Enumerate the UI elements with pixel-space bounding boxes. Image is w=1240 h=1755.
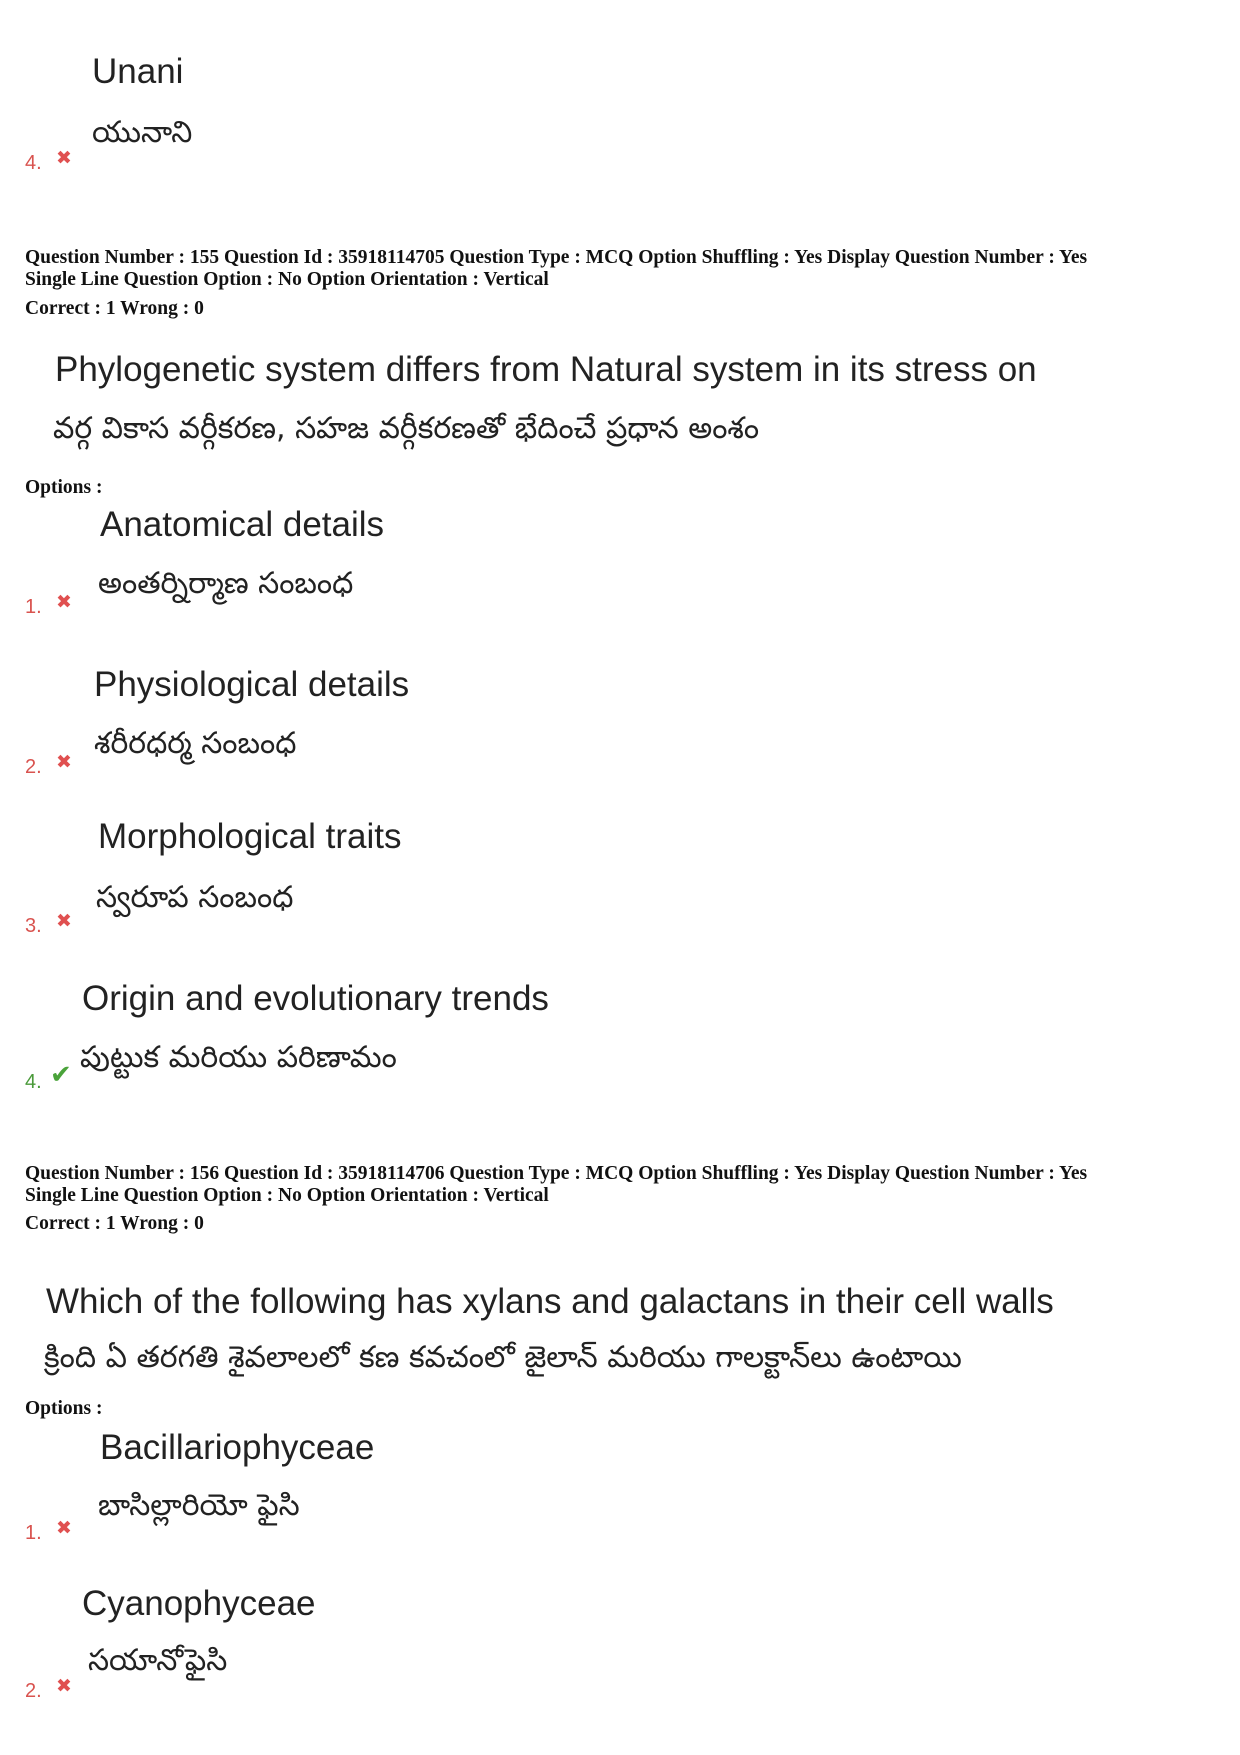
option-telugu: అంతర్నిర్మాణ సంబంధ [98, 566, 354, 601]
option-telugu: సయానోఫైసి [88, 1643, 228, 1678]
cross-icon: ✖ [56, 751, 72, 773]
option-telugu: శరీరధర్మ సంబంధ [94, 726, 297, 761]
option-english: Bacillariophyceae [100, 1428, 375, 1467]
option-english: Physiological details [94, 665, 410, 704]
question-text-telugu: వర్గ వికాస వర్గీకరణ, సహజ వర్గీకరణతో భేదించే ప్రధాన అంశం [53, 411, 760, 446]
cross-icon: ✖ [56, 910, 72, 932]
question-meta-line2: Single Line Question Option : No Option Orientation : Vertical [25, 1185, 549, 1206]
prev-option-english: Unani [92, 52, 184, 91]
question-score-line: Correct : 1 Wrong : 0 [25, 298, 204, 319]
option-telugu: స్వరూప సంబంధ [96, 880, 294, 915]
prev-option-number: 4. [25, 152, 42, 174]
cross-icon: ✖ [56, 147, 72, 169]
question-text-telugu: క్రింది ఏ తరగతి శైవలాలలో కణ కవచంలో జైలాన్ మరియు గాలక్టాన్‌లు ఉంటాయి [44, 1340, 962, 1375]
option-number: 3. [25, 915, 42, 937]
option-telugu: బాసిల్లారియో ఫైసి [98, 1488, 300, 1523]
option-telugu: పుట్టుక మరియు పరిణామం [80, 1040, 397, 1075]
options-label: Options : [25, 1398, 103, 1419]
option-english: Cyanophyceae [82, 1584, 316, 1623]
option-number: 4. [25, 1071, 42, 1093]
cross-icon: ✖ [56, 1675, 72, 1697]
cross-icon: ✖ [56, 1517, 72, 1539]
question-text-english: Which of the following has xylans and galactans in their cell walls [46, 1282, 1054, 1321]
cross-icon: ✖ [56, 591, 72, 613]
check-icon: ✔ [50, 1060, 72, 1090]
option-english: Anatomical details [100, 505, 385, 544]
option-number: 1. [25, 1522, 42, 1544]
option-number: 1. [25, 596, 42, 618]
option-number: 2. [25, 756, 42, 778]
prev-option-telugu: యునాని [92, 115, 193, 150]
question-meta-line2: Single Line Question Option : No Option Orientation : Vertical [25, 269, 549, 290]
options-label: Options : [25, 477, 103, 498]
option-english: Morphological traits [98, 817, 402, 856]
question-score-line: Correct : 1 Wrong : 0 [25, 1213, 204, 1234]
option-english: Origin and evolutionary trends [82, 979, 549, 1018]
option-number: 2. [25, 1680, 42, 1702]
question-text-english: Phylogenetic system differs from Natural system in its stress on [55, 350, 1037, 389]
question-meta-line1: Question Number : 156 Question Id : 35918114706 Question Type : MCQ Option Shuffling : Yes Display Question Number : Yes [25, 1163, 1088, 1184]
question-meta-line1: Question Number : 155 Question Id : 35918114705 Question Type : MCQ Option Shuffling : Yes Display Question Number : Yes [25, 247, 1088, 268]
